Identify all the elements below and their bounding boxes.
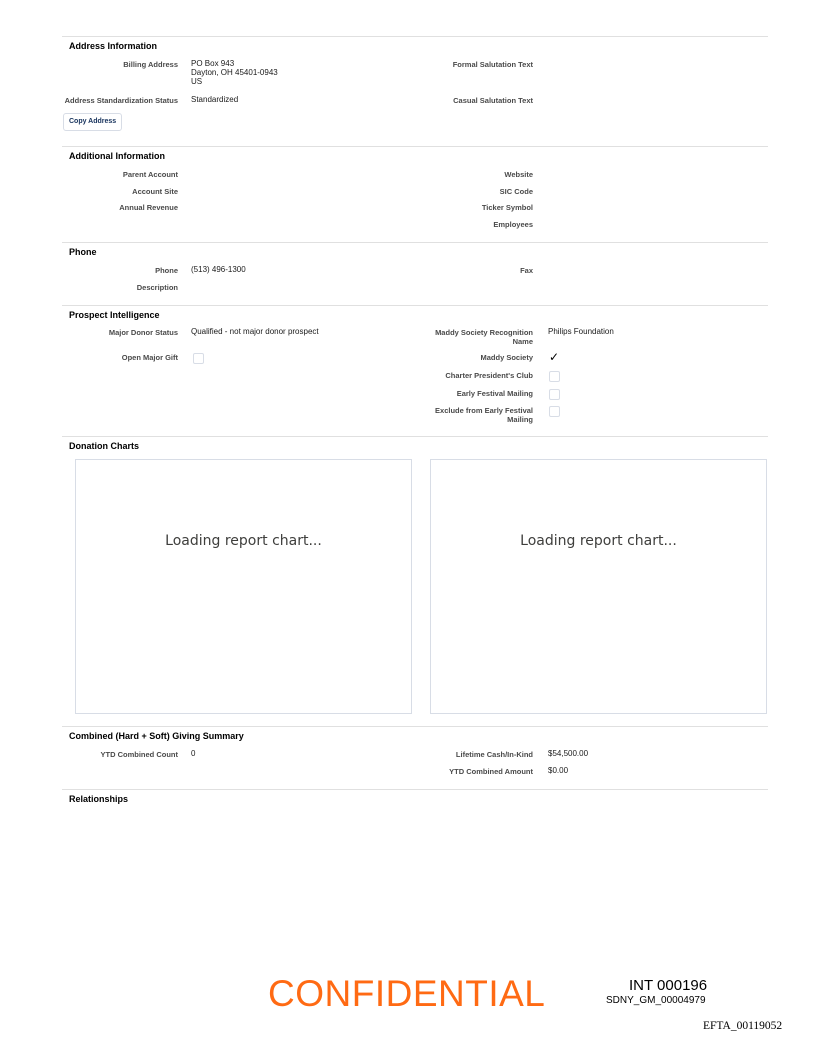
formal-salutation-label: Formal Salutation Text: [452, 60, 533, 69]
report-chart-right[interactable]: [430, 459, 767, 714]
confidential-stamp: CONFIDENTIAL: [268, 973, 546, 1014]
report-chart-left[interactable]: [75, 459, 412, 714]
account-site-label: Account Site: [132, 187, 178, 196]
bates-number-secondary: SDNY_GM_00004979: [606, 995, 706, 1006]
open-major-gift-label: Open Major Gift: [121, 353, 178, 362]
phone-label: Phone: [155, 266, 178, 275]
copy-address-button[interactable]: Copy Address: [63, 113, 122, 131]
charter-presidents-club-label: Charter President's Club: [445, 371, 533, 380]
recognition-name-label-line2: Name: [512, 337, 533, 346]
parent-account-label: Parent Account: [122, 170, 178, 179]
prospect-section: [62, 305, 768, 437]
lifetime-cash-label: Lifetime Cash/In-Kind: [455, 750, 533, 759]
billing-address-line3: US: [191, 77, 203, 86]
loading-message-right: Loading report chart...: [520, 533, 677, 549]
recognition-name-label-line1: Maddy Society Recognition: [435, 328, 533, 337]
ytd-combined-count-label: YTD Combined Count: [100, 750, 178, 759]
fax-label: Fax: [520, 266, 533, 275]
description-label: Description: [136, 283, 178, 292]
address-section: [62, 36, 768, 147]
lifetime-cash-value: $54,500.00: [548, 749, 589, 758]
major-donor-status-label: Major Donor Status: [108, 328, 178, 337]
ticker-symbol-label: Ticker Symbol: [481, 203, 533, 212]
employees-label: Employees: [493, 220, 533, 229]
checkmark-icon[interactable]: ✓: [549, 350, 560, 364]
billing-address-line1: PO Box 943: [191, 59, 235, 68]
section-title-donation-charts: Donation Charts: [69, 441, 140, 451]
section-title-additional: Additional Information: [69, 151, 165, 161]
efta-number: EFTA_00119052: [703, 1020, 783, 1032]
phone-section: [62, 242, 768, 306]
early-festival-mailing-checkbox[interactable]: [549, 389, 560, 400]
early-festival-mailing-label: Early Festival Mailing: [456, 389, 533, 398]
exclude-early-festival-checkbox[interactable]: [549, 406, 560, 417]
website-label: Website: [504, 170, 533, 179]
major-donor-status-value: Qualified - not major donor prospect: [191, 327, 319, 336]
ytd-combined-amount-label: YTD Combined Amount: [449, 767, 533, 776]
exclude-early-festival-label-line1: Exclude from Early Festival: [435, 406, 533, 415]
annual-revenue-label: Annual Revenue: [119, 203, 178, 212]
loading-message-left: Loading report chart...: [165, 533, 322, 549]
sic-code-label: SIC Code: [499, 187, 533, 196]
billing-address-line2: Dayton, OH 45401-0943: [191, 68, 278, 77]
recognition-name-value: Philips Foundation: [548, 327, 614, 336]
bates-number-primary: INT 000196: [629, 977, 708, 994]
section-title-phone: Phone: [69, 247, 97, 257]
exclude-early-festival-label-line2: Mailing: [507, 415, 533, 424]
charter-presidents-club-checkbox[interactable]: [549, 371, 560, 382]
section-title-address: Address Information: [69, 41, 158, 51]
phone-value: (513) 496-1300: [191, 265, 246, 274]
billing-address-label: Billing Address: [123, 60, 178, 69]
casual-salutation-label: Casual Salutation Text: [453, 96, 533, 105]
ytd-combined-count-value: 0: [191, 749, 196, 758]
open-major-gift-checkbox[interactable]: [193, 353, 204, 364]
maddy-society-label: Maddy Society: [480, 353, 533, 362]
relationships-section: [62, 789, 768, 820]
additional-section: [62, 146, 768, 243]
address-status-value: Standardized: [191, 95, 239, 104]
ytd-combined-amount-value: $0.00: [548, 766, 569, 775]
section-title-prospect: Prospect Intelligence: [69, 310, 160, 320]
section-title-relationships: Relationships: [69, 794, 129, 804]
giving-summary-section: [62, 726, 768, 790]
address-status-label: Address Standardization Status: [64, 96, 178, 105]
section-title-giving-summary: Combined (Hard + Soft) Giving Summary: [69, 731, 244, 741]
